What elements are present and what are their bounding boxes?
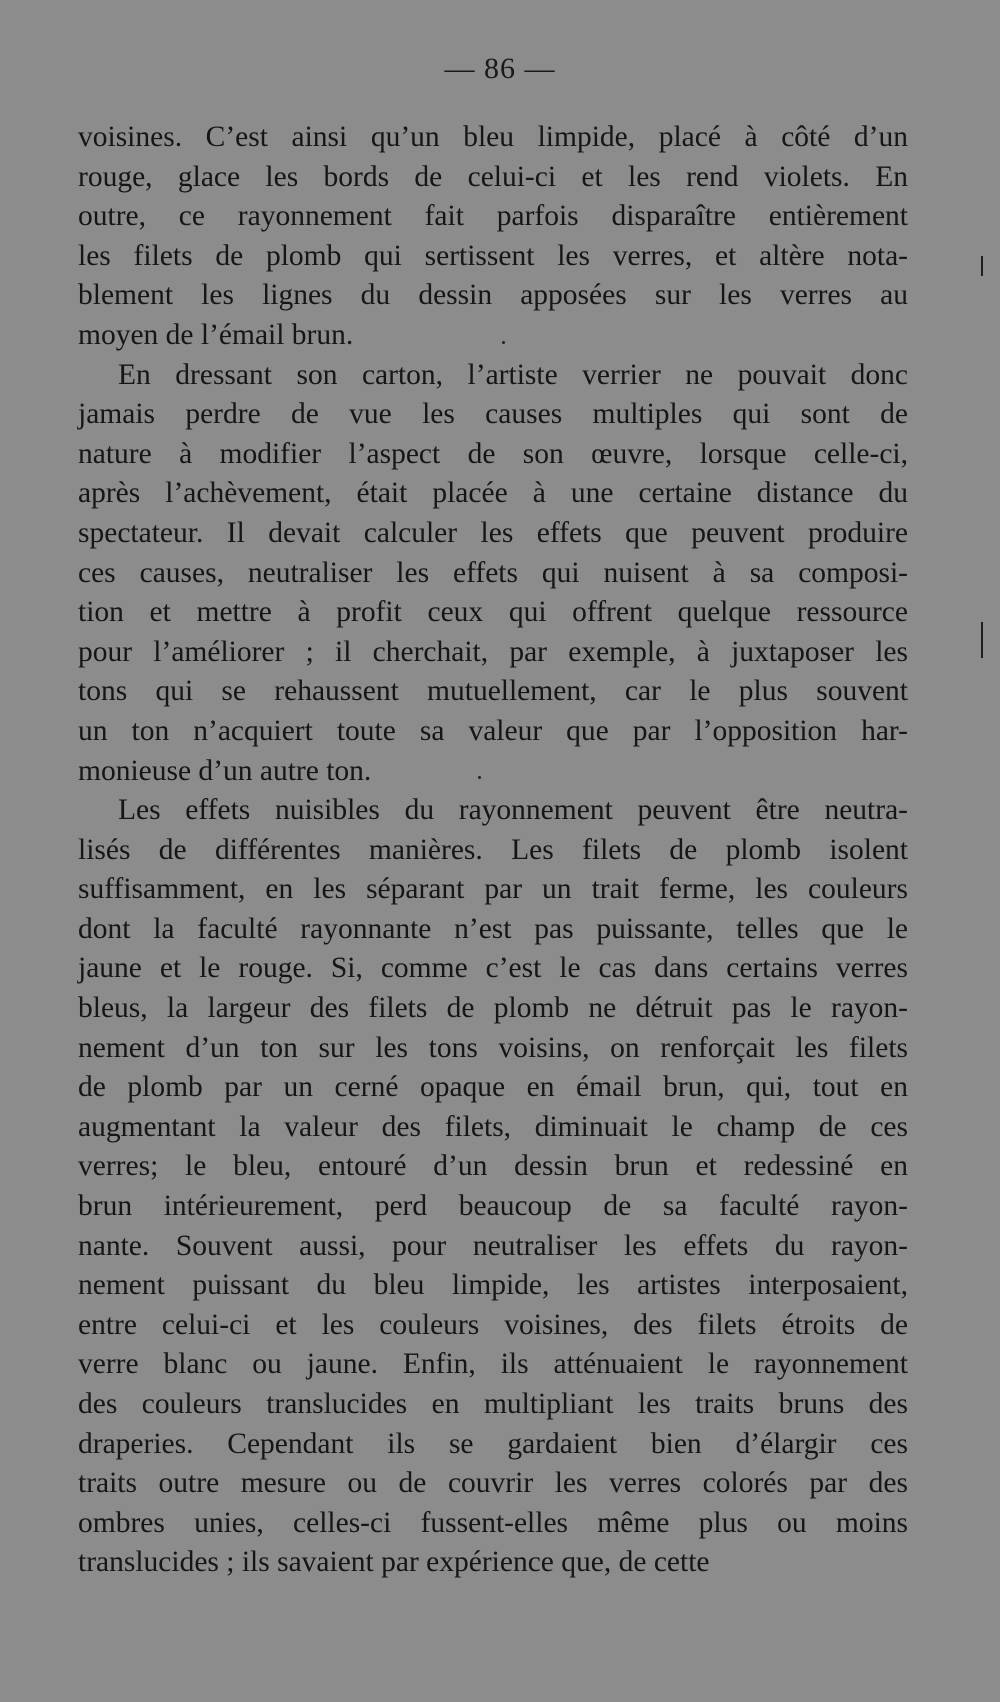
paragraph [78, 356, 908, 792]
text-line: spectateur. Il devait calculer les effets que peuvent produire [78, 516, 908, 549]
text-line: bleus, la largeur des filets de plomb ne détruit pas le rayon- [78, 992, 908, 1025]
text-line: nante. Souvent aussi, pour neutraliser les effets du rayon- [78, 1229, 908, 1262]
text-line: draperies. Cependant ils se gardaient bien d’élargir ces [78, 1427, 908, 1460]
speck [478, 776, 481, 779]
text-line: ces causes, neutraliser les effets qui nuisent à sa composi- [78, 556, 908, 589]
text-line: jaune et le rouge. Si, comme c’est le cas dans certains verres [78, 952, 908, 985]
margin-mark [981, 622, 983, 658]
text-line: jamais perdre de vue les causes multiples qui sont de [78, 398, 908, 431]
text-line: nement d’un ton sur les tons voisins, on renforçait les filets [78, 1031, 908, 1064]
speck [502, 341, 505, 344]
text-line: pour l’améliorer ; il cherchait, par exemple, à juxtaposer les [78, 635, 908, 668]
text-line: nature à modifier l’aspect de son œuvre, lorsque celle-ci, [78, 437, 908, 470]
text-line: translucides ; ils savaient par expérience que, de cette [78, 1546, 710, 1579]
text-line: des couleurs translucides en multipliant les traits bruns des [78, 1388, 908, 1420]
text-line: les filets de plomb qui sertissent les verres, et altère nota- [78, 239, 908, 272]
text-line: tion et mettre à profit ceux qui offrent quelque ressource [78, 596, 908, 629]
paragraph [78, 118, 908, 356]
text-line: tons qui se rehaussent mutuellement, car le plus souvent [78, 675, 908, 708]
text-line: lisés de différentes manières. Les filets de plomb isolent [78, 833, 908, 866]
text-line: moyen de l’émail brun. [78, 318, 354, 351]
text-line: après l’achèvement, était placée à une certaine distance du [78, 477, 908, 510]
text-line: traits outre mesure ou de couvrir les verres colorés par des [78, 1467, 908, 1500]
text-line: nement puissant du bleu limpide, les artistes interposaient, [78, 1269, 908, 1302]
page-number: — 86 — [444, 52, 556, 85]
text-line: de plomb par un cerné opaque en émail brun, qui, tout en [78, 1071, 908, 1104]
text-line: En dressant son carton, l’artiste verrier ne pouvait donc [118, 358, 908, 391]
body-text [78, 118, 908, 1583]
text-line: un ton n’acquiert toute sa valeur que par l’opposition har- [78, 714, 908, 747]
text-line: outre, ce rayonnement fait parfois disparaître entièrement [78, 200, 908, 233]
text-line: ombres unies, celles-ci fussent-elles même plus ou moins [78, 1506, 908, 1539]
text-line: dont la faculté rayonnante n’est pas puissante, telles que le [78, 912, 908, 945]
text-line: augmentant la valeur des filets, diminuait le champ de ces [78, 1110, 908, 1143]
text-line: voisines. C’est ainsi qu’un bleu limpide, placé à côté d’un [78, 121, 908, 153]
text-line: Les effets nuisibles du rayonnement peuvent être neutra- [118, 794, 908, 827]
text-line: blement les lignes du dessin apposées sur les verres au [78, 279, 908, 312]
text-line: verres; le bleu, entouré d’un dessin brun et redessiné en [78, 1150, 908, 1183]
text-line: suffisamment, en les séparant par un trait ferme, les couleurs [78, 873, 908, 906]
text-line: brun intérieurement, perd beaucoup de sa faculté rayon- [78, 1190, 908, 1223]
text-line: rouge, glace les bords de celui-ci et les rend violets. En [78, 160, 908, 193]
text-line: verre blanc ou jaune. Enfin, ils atténuaient le rayonnement [78, 1348, 908, 1381]
margin-mark [981, 256, 983, 276]
text-line: monieuse d’un autre ton. [78, 754, 372, 787]
paragraph [78, 791, 908, 1583]
text-line: entre celui-ci et les couleurs voisines, des filets étroits de [78, 1308, 908, 1341]
